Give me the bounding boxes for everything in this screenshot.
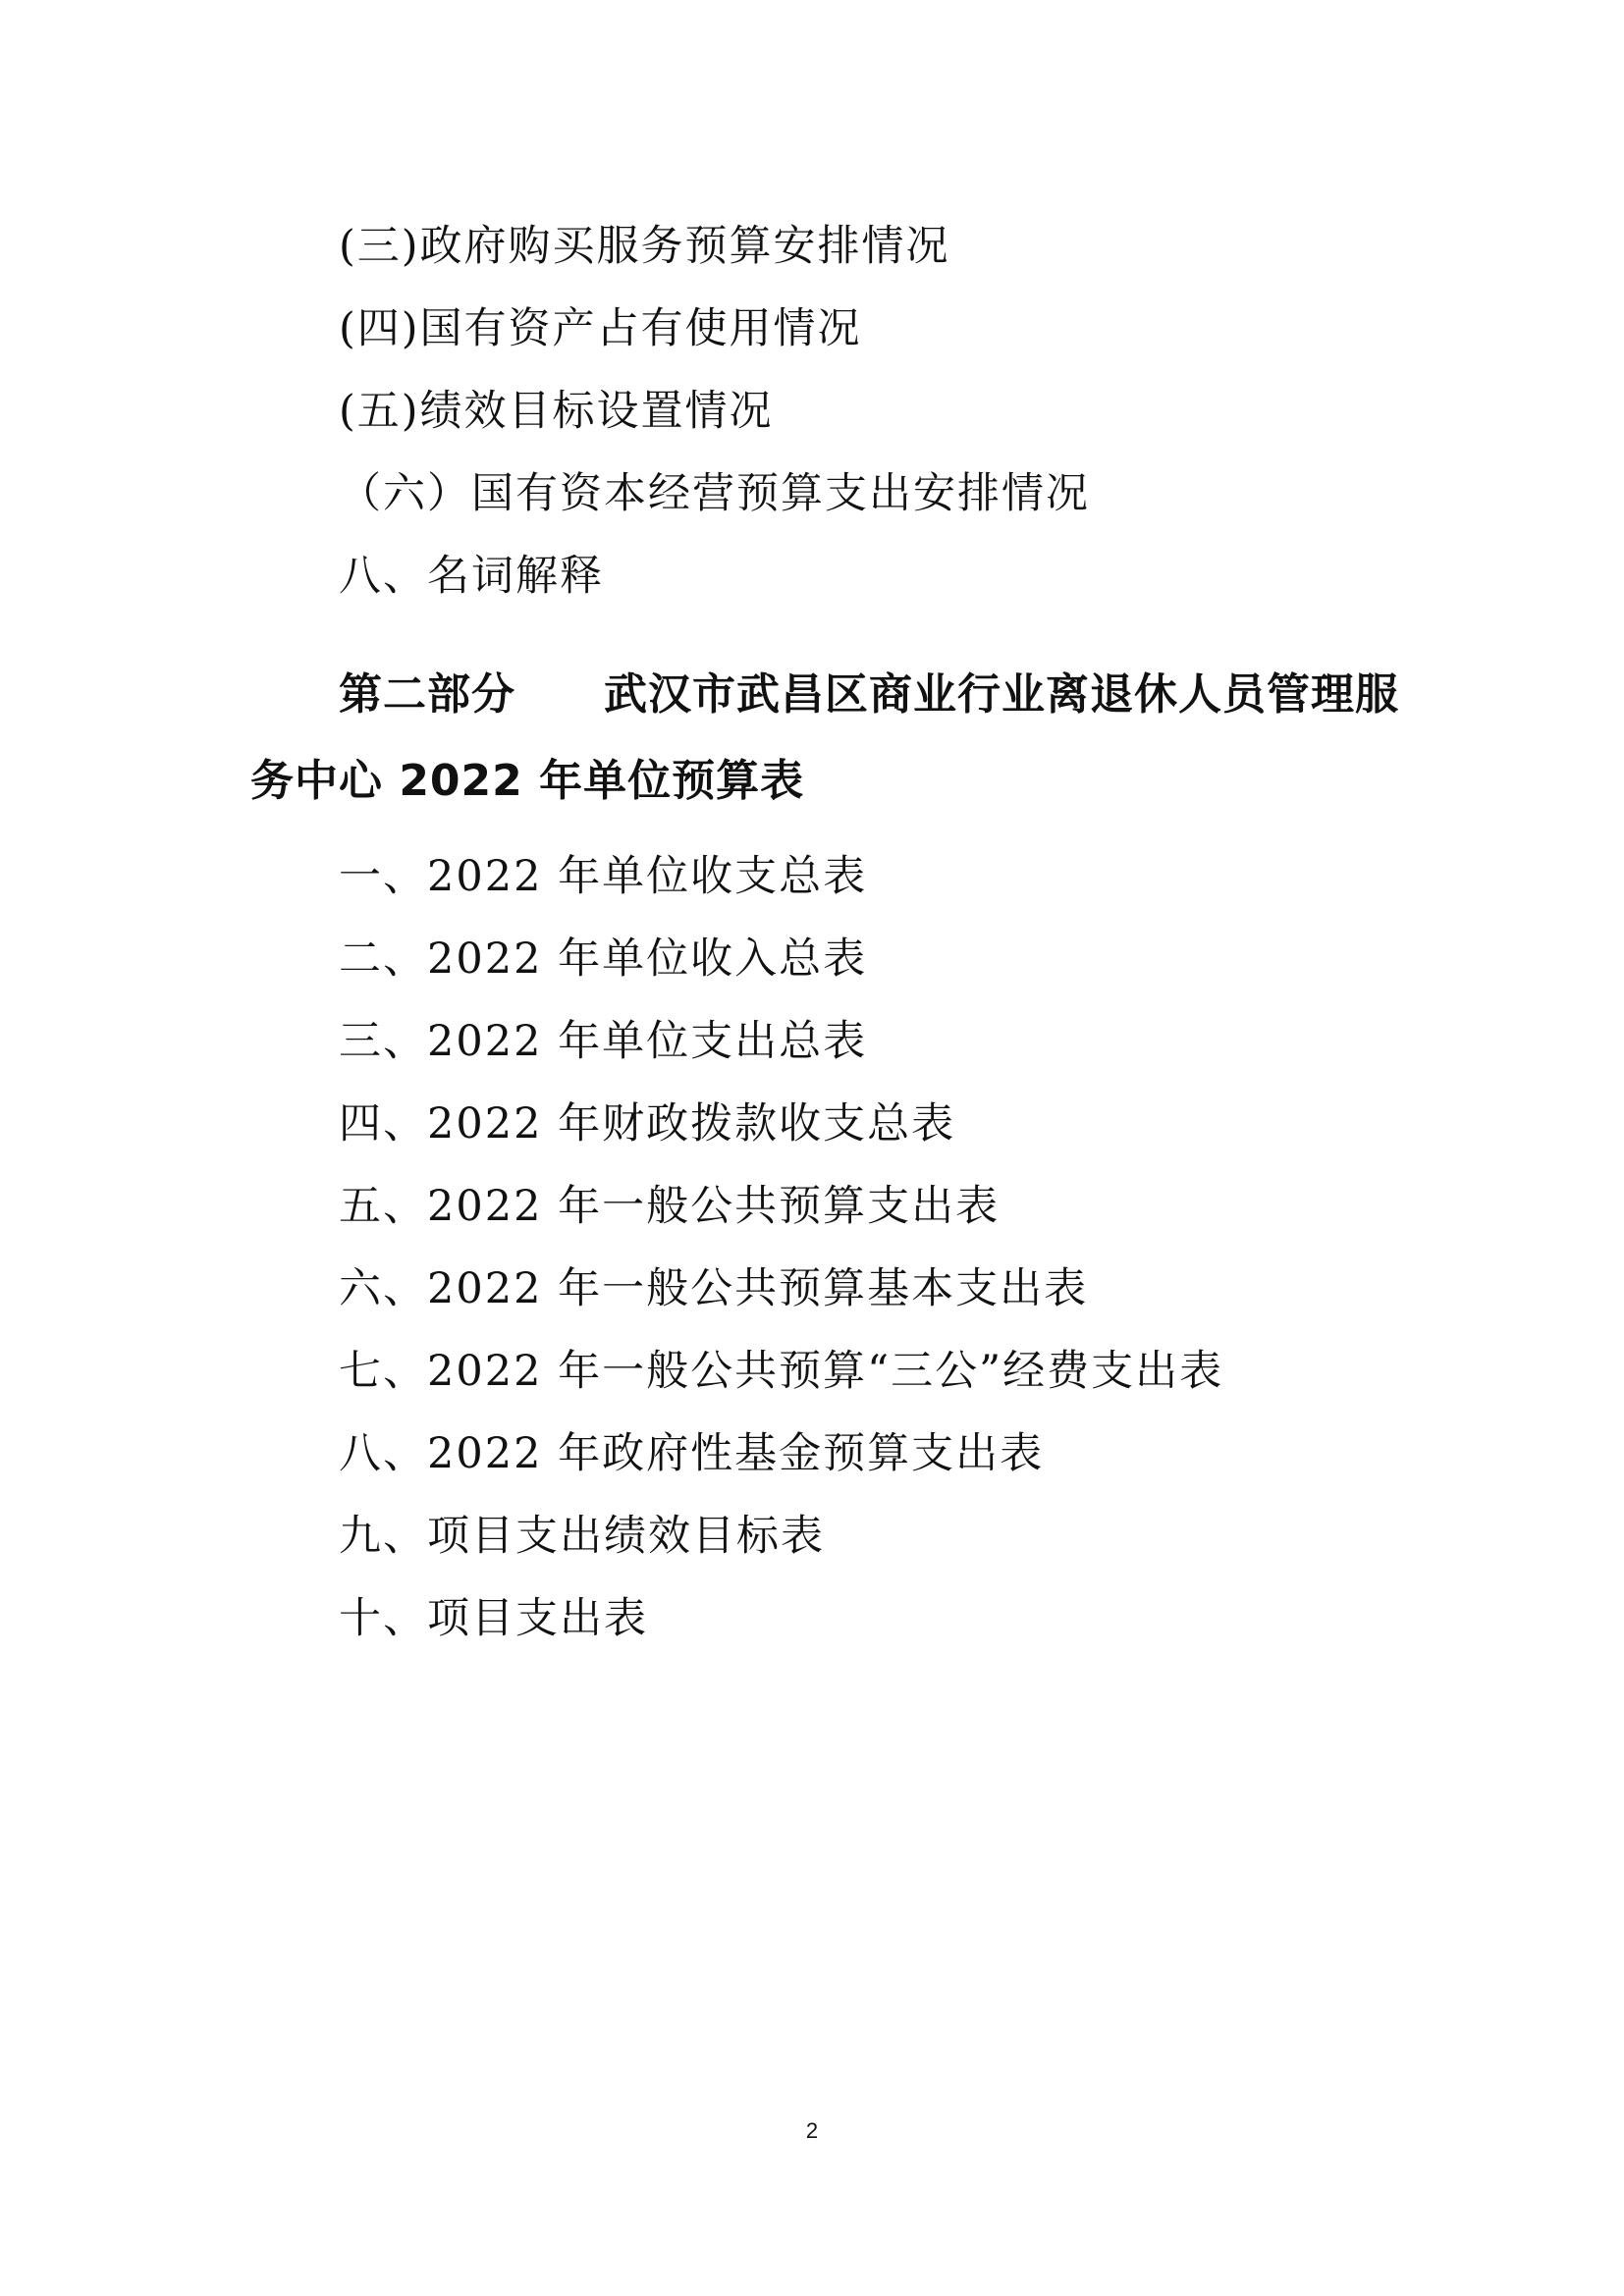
toc-item-glossary: 八、名词解释 bbox=[339, 552, 604, 601]
part-two-heading-line1: 第二部分 武汉市武昌区商业行业离退休人员管理服 bbox=[339, 669, 1399, 720]
page-number: 2 bbox=[805, 2118, 819, 2143]
toc-table-item: 十、项目支出表 bbox=[339, 1594, 648, 1643]
toc-table-item: 三、2022 年单位支出总表 bbox=[339, 1017, 868, 1066]
toc-table-item: 一、2022 年单位收支总表 bbox=[339, 852, 868, 901]
toc-item-state-capital-budget: （六）国有资本经营预算支出安排情况 bbox=[339, 469, 1090, 518]
toc-item-government-purchase: (三)政府购买服务预算安排情况 bbox=[339, 222, 950, 271]
toc-table-item: 四、2022 年财政拨款收支总表 bbox=[339, 1099, 956, 1148]
toc-table-item: 二、2022 年单位收入总表 bbox=[339, 934, 868, 984]
toc-table-item: 八、2022 年政府性基金预算支出表 bbox=[339, 1429, 1045, 1478]
toc-item-performance-targets: (五)绩效目标设置情况 bbox=[339, 387, 774, 436]
toc-table-item: 五、2022 年一般公共预算支出表 bbox=[339, 1182, 1001, 1231]
toc-table-item: 九、项目支出绩效目标表 bbox=[339, 1512, 825, 1561]
toc-table-item: 七、2022 年一般公共预算“三公”经费支出表 bbox=[339, 1347, 1224, 1396]
toc-item-state-assets: (四)国有资产占有使用情况 bbox=[339, 304, 862, 353]
toc-table-item: 六、2022 年一般公共预算基本支出表 bbox=[339, 1264, 1089, 1313]
part-two-heading-line2: 务中心 2022 年单位预算表 bbox=[250, 756, 805, 806]
